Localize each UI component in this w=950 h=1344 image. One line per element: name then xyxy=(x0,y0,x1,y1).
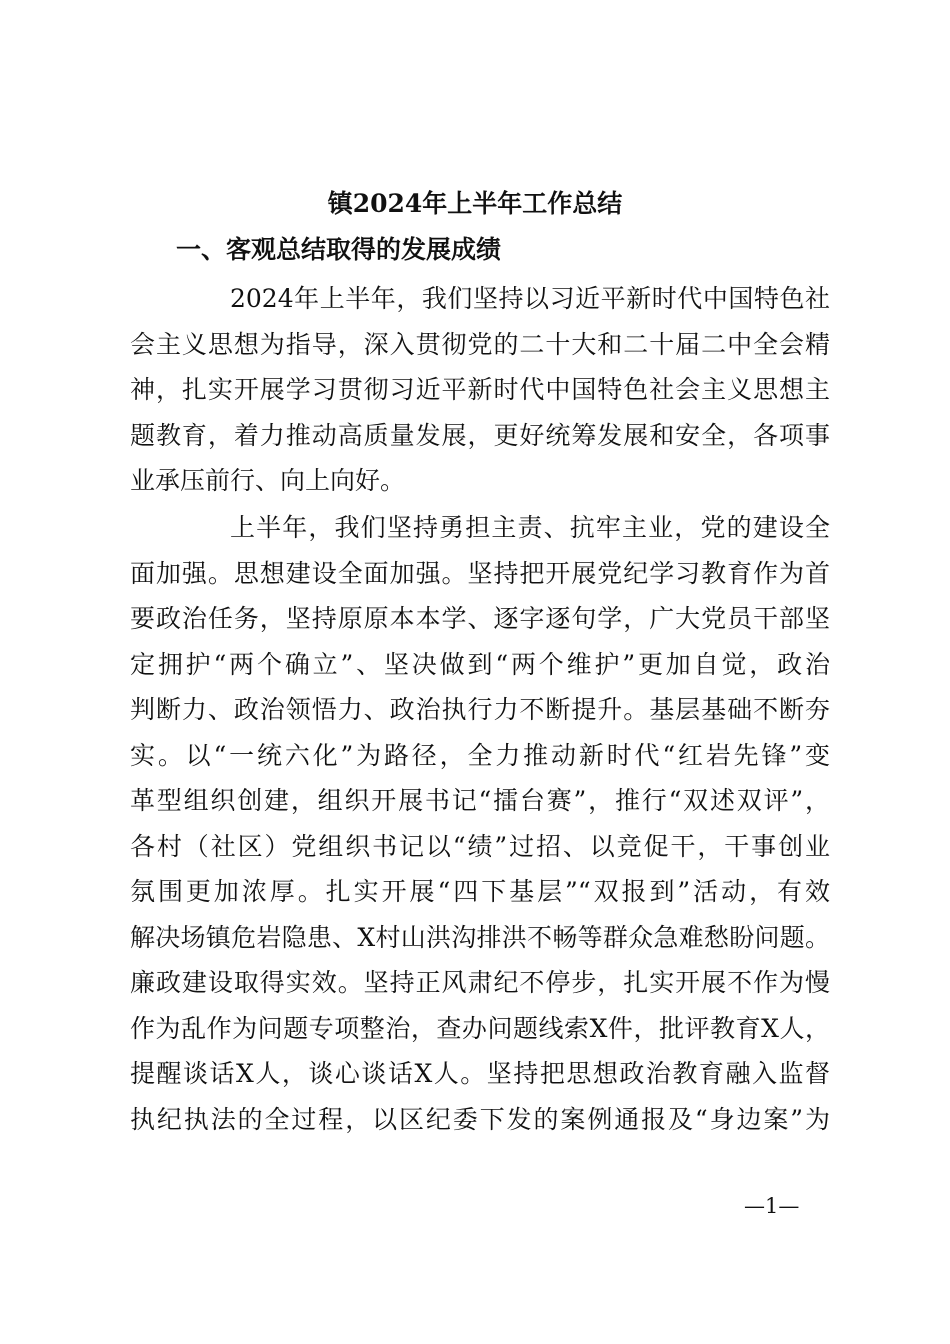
paragraph-line: 氛围更加浓厚。扎实开展“四下基层”“双报到”活动，有效 xyxy=(130,877,830,906)
paragraph-line: 实。以“一统六化”为路径，全力推动新时代“红岩先锋”变 xyxy=(130,740,830,770)
paragraph-line: 要政治任务，坚持原原本本学、逐字逐句学，广大党员干部坚 xyxy=(130,604,830,633)
paragraph-line: 上半年，我们坚持勇担主责、抗牢主业，党的建设全 xyxy=(230,513,830,542)
section-heading: 一、客观总结取得的发展成绩 xyxy=(176,235,502,264)
paragraph-line: 题教育，着力推动高质量发展，更好统筹发展和安全，各项事 xyxy=(130,420,830,450)
paragraph-line: 面加强。思想建设全面加强。坚持把开展党纪学习教育作为首 xyxy=(130,558,830,588)
page-number: —1— xyxy=(744,1194,800,1218)
paragraph-line: 革型组织创建，组织开展书记“擂台赛”，推行“双述双评”， xyxy=(130,786,830,815)
paragraph-line: 各村（社区）党组织书记以“绩”过招、以竞促干，干事创业 xyxy=(130,831,830,861)
paragraph-line: 作为乱作为问题专项整治，查办问题线索X件，批评教育X人， xyxy=(130,1013,830,1043)
paragraph-line: 神，扎实开展学习贯彻习近平新时代中国特色社会主义思想主 xyxy=(130,375,830,404)
paragraph-line: 2024年上半年，我们坚持以习近平新时代中国特色社 xyxy=(230,284,830,313)
paragraph-line: 会主义思想为指导，深入贯彻党的二十大和二十届二中全会精 xyxy=(130,329,830,359)
paragraph-line: 判断力、政治领悟力、政治执行力不断提升。基层基础不断夯 xyxy=(130,695,830,724)
paragraph-2 xyxy=(130,505,830,1142)
paragraph-line: 执纪执法的全过程，以区纪委下发的案例通报及“身边案”为 xyxy=(130,1104,830,1134)
paragraph-line: 解决场镇危岩隐患、X村山洪沟排洪不畅等群众急难愁盼问题。 xyxy=(130,922,830,952)
document-title: 镇2024年上半年工作总结 xyxy=(327,189,623,218)
paragraph-1 xyxy=(130,276,830,504)
paragraph-line: 提醒谈话X人，谈心谈话X人。坚持把思想政治教育融入监督 xyxy=(130,1059,830,1088)
paragraph-line: 定拥护“两个确立”、坚决做到“两个维护”更加自觉，政治 xyxy=(130,649,830,679)
paragraph-line: 业承压前行、向上向好。 xyxy=(130,466,406,495)
paragraph-line: 廉政建设取得实效。坚持正风肃纪不停步，扎实开展不作为慢 xyxy=(130,968,830,997)
